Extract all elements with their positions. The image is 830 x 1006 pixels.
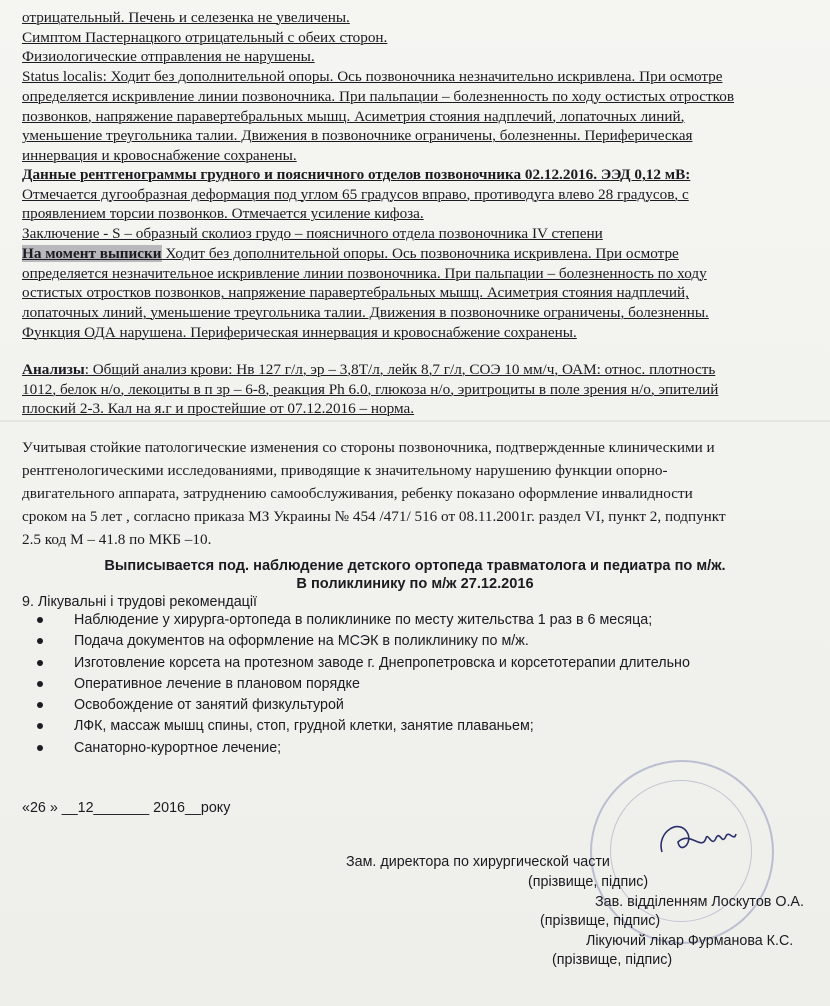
signature-icon (650, 812, 740, 872)
exam-line: определяется искривление линии позвоночника. При пальпации – болезненность по ходу остистых отростков (22, 87, 735, 105)
bullet-icon (37, 702, 43, 708)
analyses-line: : Общий анализ крови: Нв 127 г/л, эр – 3,8Т/л, лейк 8,7 г/л, СОЭ 10 мм/ч, ОАМ: относ. плотность (84, 361, 716, 378)
analyses-section (22, 360, 792, 419)
head-of-department-line: Зав. відділенням Лоскутов О.А. (595, 894, 804, 910)
deputy-director-hint: (прізвище, підпис) (528, 874, 649, 890)
exam-line: позвонков, напряжение паравертебральных мышц. Асиметрия стояния надплечий, лопаточных линий, (22, 107, 685, 125)
recommendation-text: Санаторно-курортное лечение; (74, 739, 282, 756)
recommendation-text: Наблюдение у хирурга-ортопеда в поликлинике по месту жительства 1 раз в 6 месяца; (74, 612, 653, 628)
exam-line: Симптом Пастернацкого отрицательный с обеих сторон. (22, 28, 388, 46)
recommendations-list (22, 610, 690, 759)
discharge-line: лопаточных линий, уменьшение треугольника талии. Движения в позвоночнике ограничены, болезненны. (22, 304, 709, 322)
exam-line: иннервация и кровоснабжение сохранены. (22, 146, 297, 164)
bullet-icon (37, 660, 43, 666)
conclusion-line: рентгенологическими исследованиями, приводящие к значительному нарушению функции опорно- (22, 462, 668, 479)
discharge-line: Функция ОДА нарушена. Периферическая иннервация и кровоснабжение сохранены. (22, 323, 577, 341)
head-of-department-hint: (прізвище, підпис) (540, 913, 661, 929)
attending-doctor-line: Лікуючий лікар Фурманова К.С. (586, 933, 794, 949)
analyses-label: Анализы (22, 361, 85, 378)
list-item (22, 716, 690, 737)
exam-line: Физиологические отправления не нарушены. (22, 48, 315, 66)
bullet-icon (37, 681, 43, 687)
conclusion-line: сроком на 5 лет , согласно приказа МЗ Украины № 454 /471/ 516 от 08.11.2001г. раздел VI, пункт 2, подпункт (22, 508, 726, 525)
xray-line: проявлением торсии позвонков. Отмечается усиление кифоза. (22, 205, 424, 223)
conclusion-line: 2.5 код М – 41.8 по МКБ –10. (22, 531, 212, 548)
discharge-label: На момент выписки (22, 245, 162, 262)
xray-heading: Данные рентгенограммы грудного и поясничного отделов позвоночника 02.12.2016. ЭЭД 0,12 мВ: (22, 166, 691, 183)
document-date: «26 » __12_______ 2016__року (22, 800, 231, 816)
recommendation-text: Оперативное лечение в плановом порядке (74, 675, 360, 692)
conclusion-line: двигательного аппарата, затруднению самообслуживания, ребенку показано оформление инвалидности (22, 485, 693, 502)
exam-line: Status localis: Ходит без дополнительной опоры. Ось позвоночника незначительно искривлена. При осмотре (22, 68, 723, 86)
recommendation-text: Изготовление корсета на протезном заводе г. Днепропетровска и корсетотерапии длительно (74, 654, 690, 671)
exam-line: отрицательный. Печень и селезенка не увеличены. (22, 9, 350, 26)
list-item (22, 653, 690, 674)
recommendation-text: ЛФК, массаж мышц спины, стоп, грудной клетки, занятие плаваньем; (74, 718, 534, 735)
discharge-note-line1: Выписывается под. наблюдение детского ортопеда травматолога и педиатра по м/ж. (104, 558, 726, 574)
recommendation-text: Освобождение от занятий физкультурой (74, 697, 344, 714)
xray-line: Отмечается дугообразная деформация под углом 65 градусов вправо, противодуга влево 28 градусов, с (22, 185, 689, 203)
attending-doctor-hint: (прізвище, підпис) (552, 952, 673, 968)
exam-section (22, 8, 792, 166)
discharge-section (22, 244, 792, 343)
bullet-icon (37, 745, 43, 751)
discharge-note-line2: В поликлинику по м/ж 27.12.2016 (296, 576, 534, 592)
list-item (22, 631, 690, 652)
analyses-line: плоский 2-3. Кал на я.г и простейшие от 07.12.2016 – норма. (22, 400, 415, 418)
bullet-icon (37, 723, 43, 729)
conclusion-paragraph (22, 436, 812, 551)
list-item (22, 738, 690, 759)
discharge-line: Ходит без дополнительной опоры. Ось позвоночника искривлена. При осмотре (161, 245, 679, 262)
xray-section (22, 165, 792, 244)
discharge-line: остистых отростков позвонков, напряжение паравертебральных мышц. Асиметрия стояния надплечий, (22, 284, 689, 302)
recommendation-text: Подача документов на оформление на МСЭК в поликлинику по м/ж. (74, 633, 529, 650)
recommendations-title: 9. Лікувальні і трудові рекомендації (22, 594, 258, 610)
deputy-director-line: Зам. директора по хирургической части (346, 854, 610, 870)
list-item (22, 674, 690, 695)
exam-line: уменьшение треугольника талии. Движения в позвоночнике ограничены, болезненны. Периферическая (22, 127, 693, 145)
list-item (22, 610, 690, 631)
paper-fold (0, 420, 830, 422)
discharge-line: определяется незначительное искривление линии позвоночника. При пальпации – болезненность по ходу (22, 264, 707, 282)
conclusion-line: Учитывая стойкие патологические изменения со стороны позвоночника, подтвержденные клиническими и (22, 439, 715, 456)
list-item (22, 695, 690, 716)
analyses-line: 1012, белок н/о, лекоциты в п зр – 6-8, реакция Ph 6.0, глюкоза н/о, эритроциты в поле зрения н/о, эпителий (22, 380, 719, 398)
xray-conclusion: Заключение - S – образный сколиоз грудо – поясничного отдела позвоночника IV степени (22, 225, 603, 243)
bullet-icon (37, 617, 43, 623)
bullet-icon (37, 638, 43, 644)
